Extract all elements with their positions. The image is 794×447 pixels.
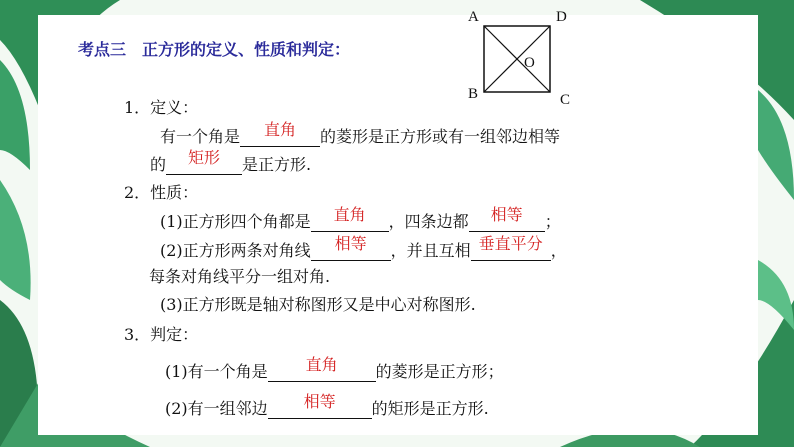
answer-blank — [240, 120, 320, 147]
square-diagram — [466, 4, 586, 109]
text: ，并且互相 — [390, 241, 471, 260]
vertex-label-d: D — [556, 9, 567, 25]
text: (2)正方形两条对角线 — [160, 241, 311, 260]
answer-blank — [268, 355, 376, 382]
criteria-line-2 — [165, 392, 489, 419]
answer-text: 直角 — [264, 120, 297, 139]
properties-line-1 — [160, 205, 561, 232]
criteria-line-1 — [165, 355, 504, 382]
criteria-heading: 3．判定： — [124, 325, 199, 344]
definition-heading: 1．定义： — [124, 98, 199, 117]
answer-blank — [471, 234, 551, 261]
answer-text: 相等 — [334, 234, 367, 253]
text: 的菱形是正方形； — [375, 362, 504, 381]
text: 的菱形是正方形或有一组邻边相等 — [320, 127, 561, 146]
text: ，四条边都 — [388, 212, 469, 231]
text: ； — [544, 212, 561, 231]
text: (2)有一组邻边 — [165, 399, 268, 418]
text: 有一个角是 — [160, 127, 241, 146]
text: (1)正方形四个角都是 — [160, 212, 311, 231]
answer-text: 相等 — [490, 205, 523, 224]
vertex-label-a: A — [468, 9, 479, 25]
center-label-o: O — [524, 55, 535, 71]
vertex-label-c: C — [560, 92, 571, 108]
definition-line-2 — [150, 148, 312, 175]
answer-text: 垂直平分 — [478, 234, 543, 253]
properties-line-4: (3)正方形既是轴对称图形又是中心对称图形. — [160, 295, 476, 314]
text: 的 — [150, 155, 167, 174]
properties-line-3: 每条对角线平分一组对角. — [149, 267, 331, 286]
answer-blank — [311, 205, 389, 232]
properties-heading: 2．性质： — [124, 183, 199, 202]
answer-blank — [311, 234, 391, 261]
definition-line-1 — [160, 120, 561, 147]
answer-blank — [166, 148, 242, 175]
answer-text: 相等 — [303, 392, 336, 411]
answer-text: 直角 — [305, 355, 338, 374]
answer-text: 矩形 — [188, 148, 221, 167]
answer-blank — [268, 392, 372, 419]
text: 的矩形是正方形. — [371, 399, 489, 418]
text: (1)有一个角是 — [165, 362, 268, 381]
properties-line-2 — [160, 234, 567, 261]
section-title: 考点三 正方形的定义、性质和判定： — [78, 40, 351, 59]
vertex-label-b: B — [468, 86, 479, 102]
text: ， — [550, 241, 567, 260]
answer-blank — [469, 205, 545, 232]
text: 是正方形. — [242, 155, 312, 174]
answer-text: 直角 — [333, 205, 366, 224]
